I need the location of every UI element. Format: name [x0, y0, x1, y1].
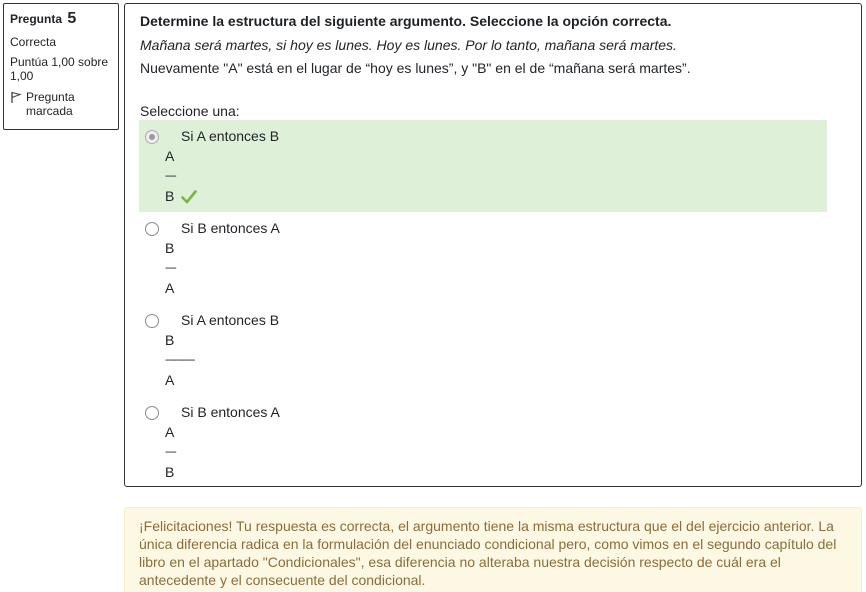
option-conclusion-row: [139, 186, 827, 206]
answer-option-2[interactable]: [139, 212, 827, 304]
question-grade: Puntúa 1,00 sobre 1,00: [10, 55, 109, 83]
flag-icon: [10, 91, 22, 104]
option-conclusion: B: [165, 464, 175, 480]
option-conclusion: A: [165, 372, 175, 388]
option-premise: B: [165, 240, 175, 256]
question-info-panel: [3, 3, 119, 130]
question-number-value: 5: [67, 10, 77, 27]
question-note: Nuevamente "A" está en el lugar de “hoy es lunes”, y "B" en el de “mañana será martes”.: [140, 60, 691, 76]
feedback-box: [124, 507, 862, 592]
option-conclusion: B: [165, 188, 175, 204]
answer-option-1[interactable]: [139, 120, 827, 212]
question-content: [124, 3, 862, 487]
argument-text: Mañana será martes, si hoy es lunes. Hoy es lunes. Por lo tanto, mañana será martes.: [140, 37, 677, 53]
option-label: Si B entonces A: [181, 404, 280, 420]
answer-radio-3[interactable]: [145, 314, 159, 328]
answer-radio-2[interactable]: [145, 222, 159, 236]
option-premise: B: [165, 332, 175, 348]
option-label: Si A entonces B: [181, 128, 280, 144]
question-state: Correcta: [10, 35, 57, 49]
option-premise: A: [165, 424, 175, 440]
answer-option-3[interactable]: [139, 304, 827, 396]
question-title: Determine la estructura del siguiente argumento. Seleccione la opción correcta.: [140, 13, 672, 29]
answer-radio-4[interactable]: [145, 406, 159, 420]
answer-prompt: Seleccione una:: [140, 103, 240, 119]
flag-label: Pregunta marcada: [26, 90, 75, 118]
question-number: [10, 10, 112, 28]
option-conclusion: A: [165, 280, 175, 296]
option-separator: ----: [165, 170, 176, 182]
answer-option-4[interactable]: [139, 396, 827, 488]
question-label: Pregunta: [10, 12, 63, 26]
option-separator: ----: [165, 446, 176, 458]
option-label: Si A entonces B: [181, 312, 280, 328]
option-separator: -----------: [165, 354, 195, 366]
answer-radio-1[interactable]: [145, 130, 159, 144]
option-separator: ----: [165, 262, 176, 274]
question-text: [140, 13, 850, 76]
correct-check-icon: [181, 190, 197, 204]
flag-question-toggle[interactable]: [10, 90, 112, 118]
option-premise: A: [165, 148, 175, 164]
option-label: Si B entonces A: [181, 220, 280, 236]
feedback-text: ¡Felicitaciones! Tu respuesta es correcta, el argumento tiene la misma estructura que el del ejercicio anterior. La única diferencia radica en la formulación del enunciado condicional pero, como vimos en el segundo capítulo del libro en el apartado "Condicionales", esa diferencia no alteraba nuestra decisión respecto de cuál era el antecedente y el consecuente del condicional.: [139, 518, 837, 588]
answer-options: [139, 120, 827, 488]
